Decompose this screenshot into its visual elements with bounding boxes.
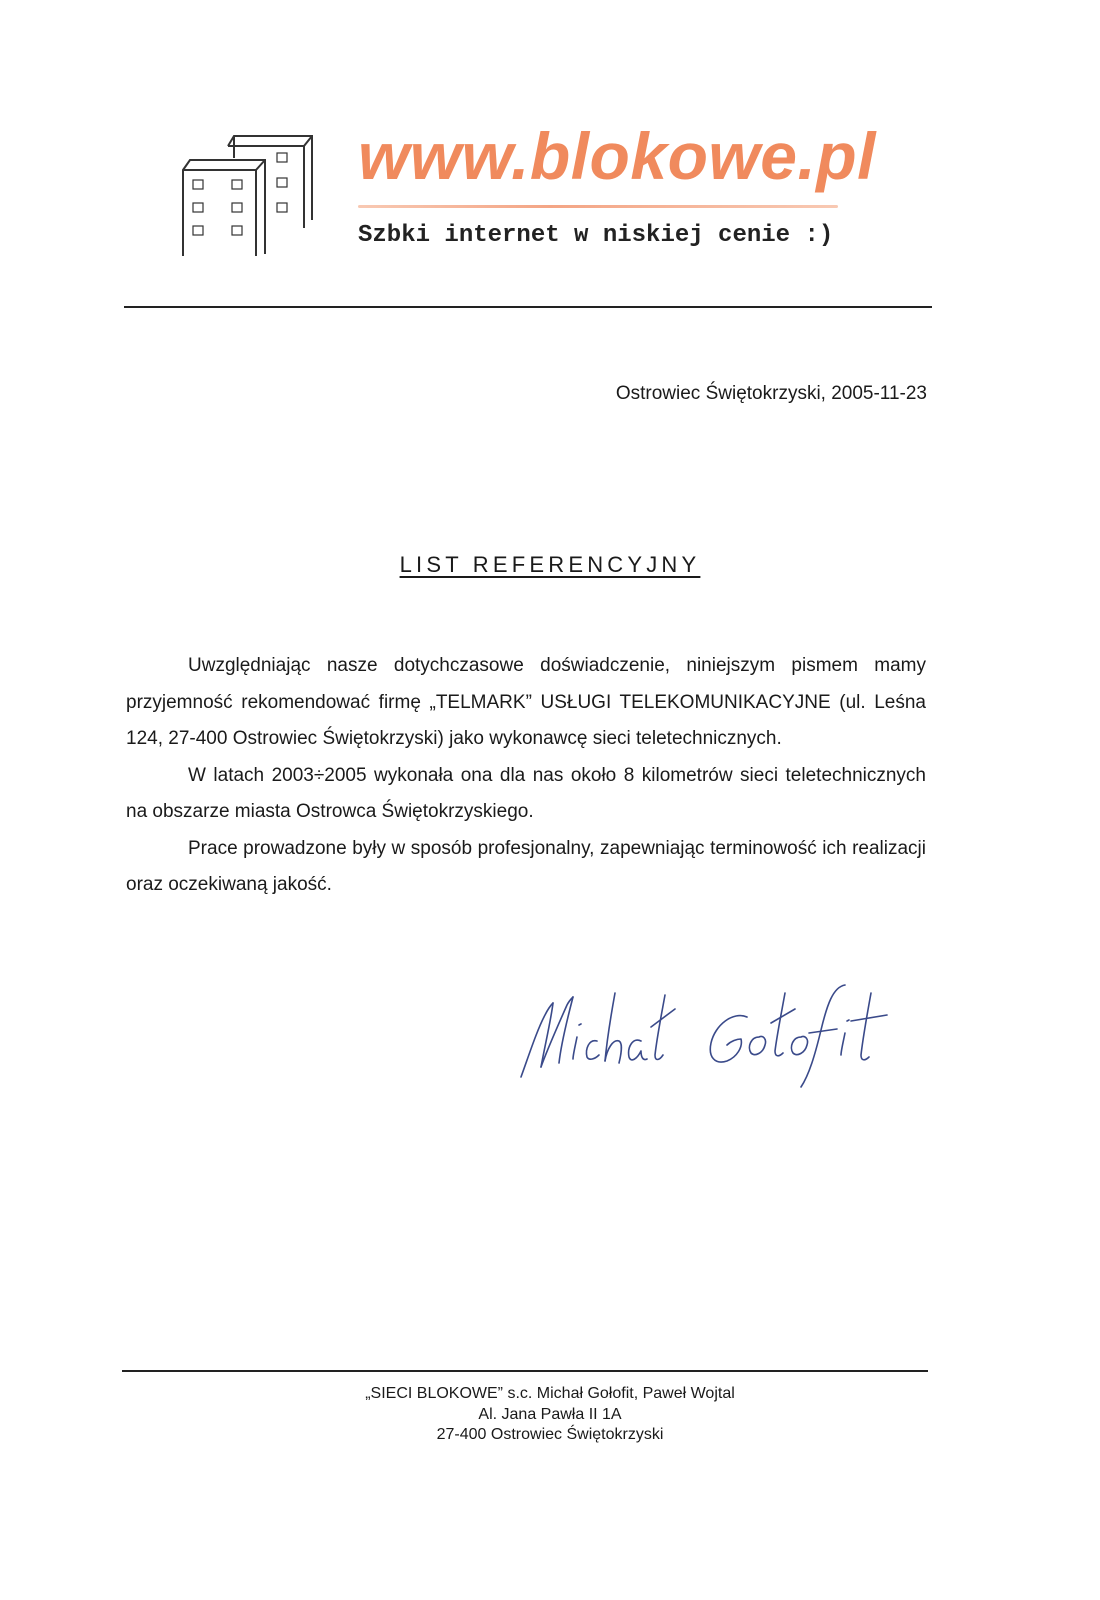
footer-city: 27-400 Ostrowiec Świętokrzyski [436, 1426, 664, 1443]
apartment-buildings-icon [180, 128, 320, 263]
body-paragraph: Prace prowadzone były w sposób profesjonalny, zapewniając terminowość ich realizacji oraz oczekiwaną jakość. [126, 837, 926, 895]
footer-divider [122, 1370, 928, 1372]
handwritten-signature [515, 975, 895, 1095]
letter-body [126, 648, 926, 904]
footer-company: „SIECI BLOKOWE” s.c. Michał Gołofit, Paweł Wojtal [365, 1385, 735, 1402]
title-underline [358, 205, 838, 208]
document-title [0, 552, 1100, 578]
site-title: www.blokowe.pl [358, 119, 876, 193]
body-paragraph: W latach 2003÷2005 wykonała ona dla nas około 8 kilometrów sieci teletechnicznych na obszarze miasta Ostrowca Świętokrzyskiego. [126, 764, 926, 822]
tagline: Szbki internet w niskiej cenie :) [358, 222, 834, 249]
header-divider [124, 306, 932, 308]
document-title-text: LIST REFERENCYJNY [399, 552, 701, 577]
place-and-date: Ostrowiec Świętokrzyski, 2005-11-23 [615, 383, 927, 404]
footer-address [0, 1384, 1100, 1446]
body-paragraph: Uwzględniając nasze dotychczasowe doświadczenie, niniejszym pismem mamy przyjemność rekomendować firmę „TELMARK” USŁUGI TELEKOMUNIKACYJNE (ul. Leśna 124, 27-400 Ostrowiec Świętokrzyski) jako wykonawcę sieci teletechnicznych. [126, 655, 926, 749]
footer-street: Al. Jana Pawła II 1A [478, 1405, 622, 1423]
